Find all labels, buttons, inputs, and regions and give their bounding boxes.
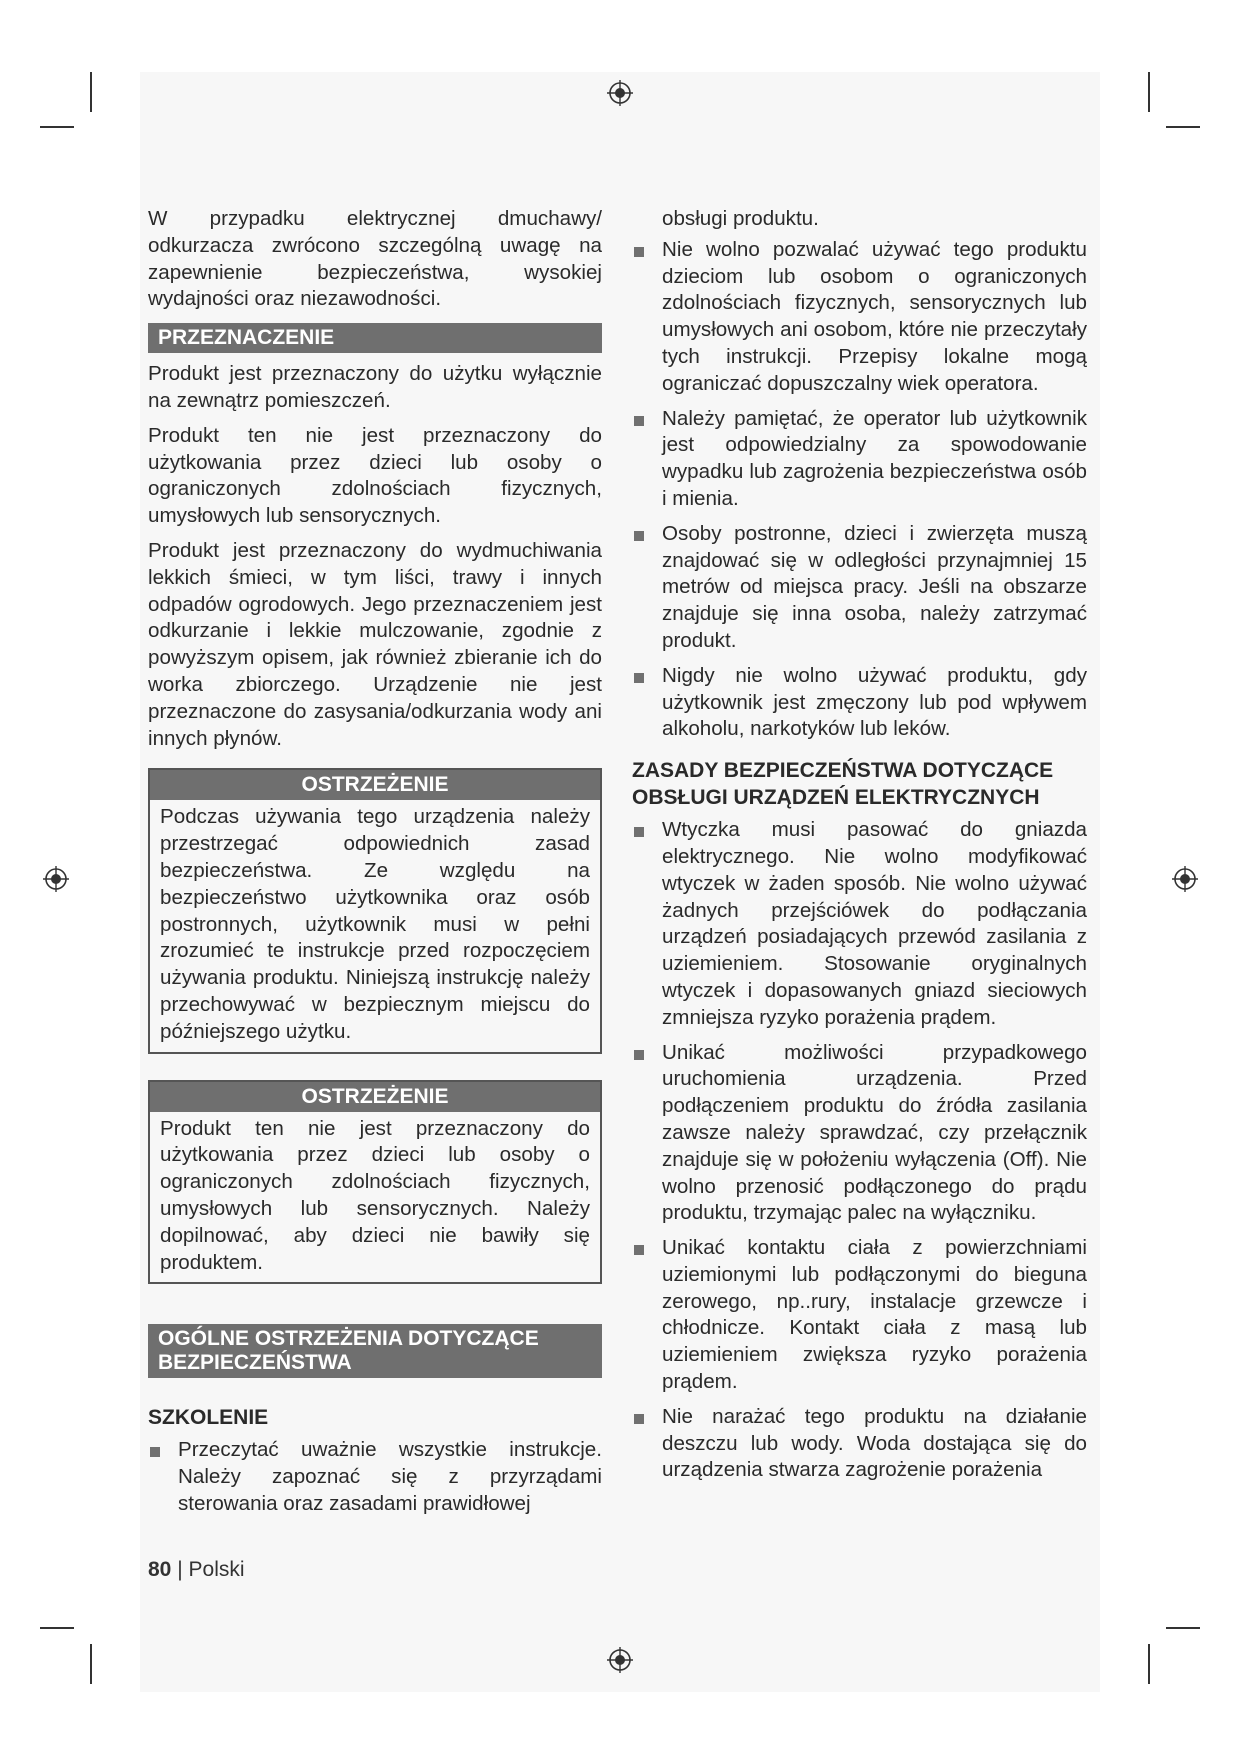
footer-separator: | <box>177 1558 183 1581</box>
list-item: Przeczytać uważnie wszystkie instrukcje. Należy zapoznać się z przyrządami sterowania oraz zasadami prawidłowej <box>148 1437 602 1517</box>
list-item: Osoby postronne, dzieci i zwierzęta muszą znajdować się w odległości przynajmniej 15 metrów od miejsca pracy. Jeśli na obszarze znajduje się inna osoba, należy zatrzymać produkt. <box>632 521 1087 655</box>
warning-title: OSTRZEŻENIE <box>301 773 449 797</box>
section-heading-general-safety: OGÓLNE OSTRZEŻENIA DOTYCZĄCE BEZPIECZEŃSTWA <box>148 1324 602 1378</box>
warning-header <box>150 1082 600 1112</box>
crop-mark <box>90 72 92 112</box>
list-item: Należy pamiętać, że operator lub użytkownik jest odpowiedzialny za spowodowanie wypadku lub zagrożenia bezpieczeństwa osób i mienia. <box>632 406 1087 513</box>
warning-box <box>148 768 602 1053</box>
crop-mark <box>1148 72 1150 112</box>
registration-mark-icon <box>605 78 635 108</box>
list-item: Nie narażać tego produktu na działanie deszczu lub wody. Woda dostająca się do urządzenia stwarza zagrożenie porażenia <box>632 1404 1087 1484</box>
crop-mark <box>1166 126 1200 128</box>
crop-mark <box>40 126 74 128</box>
registration-mark-icon <box>1170 864 1200 894</box>
training-list-continued <box>632 237 1087 743</box>
section-heading-purpose: PRZEZNACZENIE <box>148 323 602 353</box>
warning-title: OSTRZEŻENIE <box>301 1084 449 1108</box>
list-item: Nigdy nie wolno używać produktu, gdy użytkownik jest zmęczony lub pod wpływem alkoholu, narkotyków lub leków. <box>632 663 1087 743</box>
page-footer <box>148 1558 245 1582</box>
crop-mark <box>1166 1627 1200 1629</box>
right-column <box>632 206 1087 1492</box>
training-heading: SZKOLENIE <box>148 1406 269 1430</box>
left-column <box>148 206 602 1526</box>
footer-language: Polski <box>188 1558 245 1581</box>
page-number: 80 <box>148 1558 172 1581</box>
training-list <box>148 1437 602 1517</box>
crop-mark <box>90 1644 92 1684</box>
continuation-text: obsługi produktu. <box>662 207 819 230</box>
electrical-safety-heading: ZASADY BEZPIECZEŃSTWA DOTYCZĄCE OBSŁUGI URZĄDZEŃ ELEKTRYCZNYCH <box>632 759 1054 810</box>
electrical-safety-list <box>632 817 1087 1484</box>
crop-mark <box>1148 1644 1150 1684</box>
intro-paragraph: W przypadku elektrycznej dmuchawy/ odkurzacza zwrócono szczególną uwagę na zapewnienie bezpieczeństwa, wysokiej wydajności oraz niezawodności. <box>148 207 602 311</box>
crop-mark <box>40 1627 74 1629</box>
warning-text: Podczas używania tego urządzenia należy przestrzegać odpowiednich zasad bezpieczeństwa. Ze względu na bezpieczeństwo użytkownika oraz osób postronnych, użytkownik musi w pełni zrozumieć te instrukcje przed rozpoczęciem używania produktu. Niniejszą instrukcję należy przechowywać w bezpiecznym miejscu do późniejszego użytku. <box>160 805 590 1043</box>
list-item: Nie wolno pozwalać używać tego produktu dzieciom lub osobom o ograniczonych zdolnościach fizycznych, sensorycznych lub umysłowych ani osobom, które nie przeczytały tych instrukcji. Przepisy lokalne mogą ograniczać dopuszczalny wiek operatora. <box>632 237 1087 398</box>
list-item: Wtyczka musi pasować do gniazda elektrycznego. Nie wolno modyfikować wtyczek w żaden sposób. Nie wolno używać żadnych przejściówek do podłączania urządzeń posiadających przewód zasilania z uziemieniem. Stosowanie oryginalnych wtyczek i dopasowanych gniazd sieciowych zmniejsza ryzyko porażenia prądem. <box>632 817 1087 1031</box>
purpose-paragraph: Produkt jest przeznaczony do wydmuchiwania lekkich śmieci, w tym liści, trawy i innych odpadów ogrodowych. Jego przeznaczeniem jest odkurzanie i lekkie mulczowanie, zgodnie z powyższym opisem, jak również zbieranie ich do worka zbiorczego. Urządzenie nie jest przeznaczone do zasysania/odkurzania wody ani innych płynów. <box>148 538 602 750</box>
list-item: Unikać kontaktu ciała z powierzchniami uziemionymi lub podłączonymi do bieguna zerowego, np..rury, instalacje grzewcze i chłodnicze. Kontakt ciała z masą lub uziemieniem zwiększa ryzyko porażenia prądem. <box>632 1235 1087 1396</box>
registration-mark-icon <box>41 864 71 894</box>
purpose-paragraph: Produkt jest przeznaczony do użytku wyłącznie na zewnątrz pomieszczeń. <box>148 362 602 412</box>
warning-text: Produkt ten nie jest przeznaczony do użytkowania przez dzieci lub osoby o ograniczonych zdolnościach fizycznych, umysłowych lub sensorycznych. Należy dopilnować, aby dzieci nie bawiły się produktem. <box>160 1116 590 1274</box>
registration-mark-icon <box>605 1645 635 1675</box>
list-item: Unikać możliwości przypadkowego uruchomienia urządzenia. Przed podłączeniem produktu do źródła zasilania zawsze należy sprawdzać, czy przełącznik znajduje się w położeniu wyłączenia (Off). Nie wolno przenosić podłączonego do prądu produktu, trzymając palec na wyłączniku. <box>632 1040 1087 1228</box>
warning-header <box>150 770 600 800</box>
purpose-paragraph: Produkt ten nie jest przeznaczony do użytkowania przez dzieci lub osoby o ograniczonych zdolnościach fizycznych, umysłowych lub sensorycznych. <box>148 423 602 528</box>
warning-box <box>148 1080 602 1285</box>
